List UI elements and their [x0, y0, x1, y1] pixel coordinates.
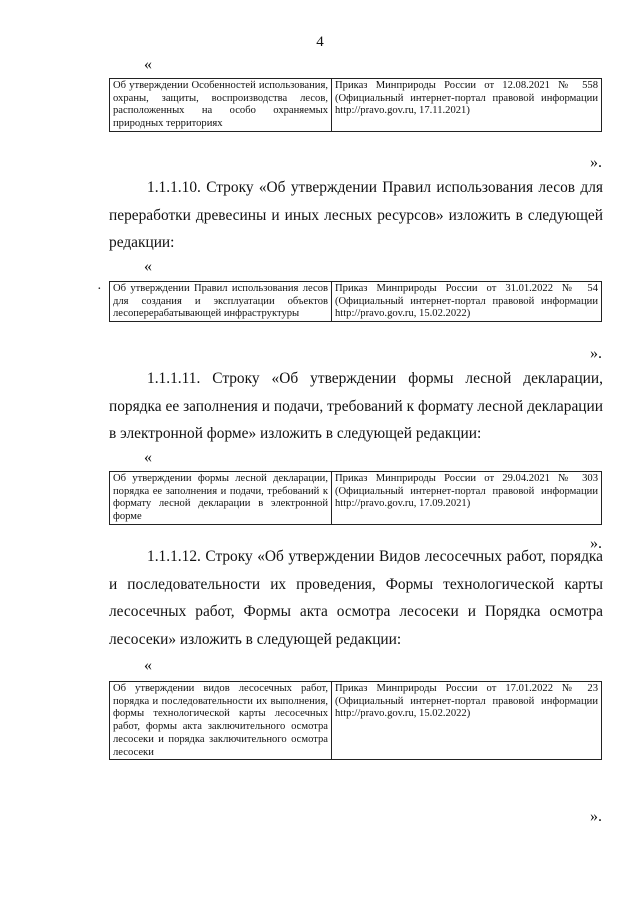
open-quote: « — [144, 258, 152, 275]
amendment-table-1 — [109, 78, 602, 132]
close-quote: ». — [590, 808, 602, 825]
row-order-cell: Приказ Минприроды России от 17.01.2022 № 23 (Официальный интернет-портал правовой информации http://pravo.gov.ru, 15.02.2022) — [332, 682, 602, 760]
stray-mark: · — [97, 282, 102, 297]
table-row — [110, 472, 602, 525]
open-quote: « — [144, 449, 152, 466]
amendment-table-3 — [109, 471, 602, 525]
row-name-cell: Об утверждении видов лесосечных работ, порядка и последовательности их выполнения, формы технологической карты лесосечных работ, формы акта заключительного осмотра лесосеки и порядка заключительного осмотра лесосеки — [110, 682, 332, 760]
table-row — [110, 79, 602, 132]
row-name-cell: Об утверждении Особенностей использования, охраны, защиты, воспроизводства лесов, расположенных на особо охраняемых природных территориях — [110, 79, 332, 132]
close-quote: ». — [590, 154, 602, 171]
amendment-table-2 — [109, 281, 602, 322]
close-quote: ». — [590, 345, 602, 362]
table-row — [110, 682, 602, 760]
amendment-table-4 — [109, 681, 602, 760]
row-name-cell: Об утверждении формы лесной декларации, порядка ее заполнения и подачи, требований к формату лесной декларации в электронной форме — [110, 472, 332, 525]
open-quote: « — [144, 56, 152, 73]
row-name-cell: Об утверждении Правил использования лесов для создания и эксплуатации объектов лесоперерабатывающей инфраструктуры — [110, 282, 332, 322]
paragraph-1-1-1-12: 1.1.1.12. Строку «Об утверждении Видов лесосечных работ, порядка и последовательности их проведения, Формы технологической карты лесосечных работ, Формы акта осмотра лесосеки и Порядка осмотра лесосеки» изложить в следующей редакции: — [109, 548, 603, 649]
row-order-cell: Приказ Минприроды России от 29.04.2021 № 303 (Официальный интернет-портал правовой информации http://pravo.gov.ru, 17.09.2021) — [332, 472, 602, 525]
close-quote: ». — [590, 535, 602, 552]
row-order-cell: Приказ Минприроды России от 31.01.2022 № 54 (Официальный интернет-портал правовой информации http://pravo.gov.ru, 15.02.2022) — [332, 282, 602, 322]
table-row — [110, 282, 602, 322]
row-order-cell: Приказ Минприроды России от 12.08.2021 № 558 (Официальный интернет-портал правовой информации http://pravo.gov.ru, 17.11.2021) — [332, 79, 602, 132]
page-number: 4 — [316, 34, 324, 50]
paragraph-1-1-1-10: 1.1.1.10. Строку «Об утверждении Правил использования лесов для переработки древесины и иных лесных ресурсов» изложить в следующей редакции: — [109, 179, 603, 252]
paragraph-1-1-1-11: 1.1.1.11. Строку «Об утверждении формы лесной декларации, порядка ее заполнения и подачи, требований к формату лесной декларации в электронной форме» изложить в следующей редакции: — [109, 370, 603, 443]
open-quote: « — [144, 657, 152, 674]
